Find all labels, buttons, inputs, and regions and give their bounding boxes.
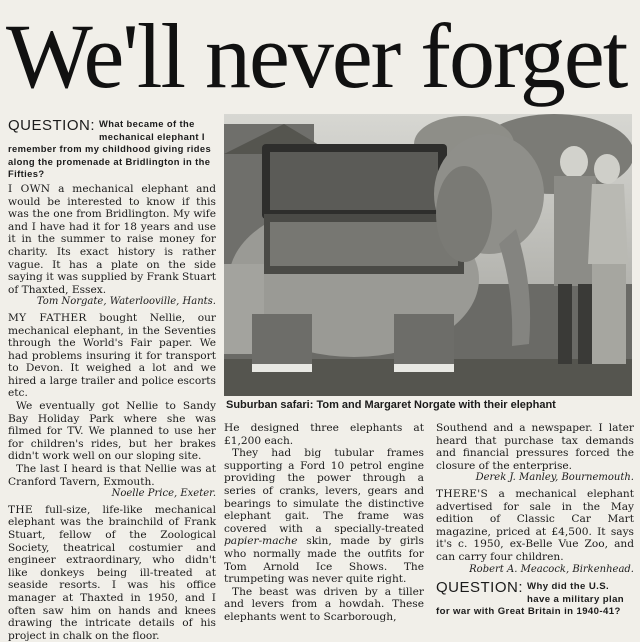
question-label: QUESTION: [8, 117, 96, 134]
letter-2-para-2: We eventually got Nellie to Sandy Bay Holiday Park where she was filmed for TV. We planned to use her for children's rides, but her brakes didn't work well on our sloping site. [8, 400, 216, 463]
letter-2-para-3: The last I heard is that Nellie was at Cranford Tavern, Exmouth. [8, 463, 216, 488]
elephant-photo-image [224, 114, 632, 396]
col3-letter-body: a mechanical elephant advertised for sale in the May edition of Classic Car Mart magazine, priced at £4,500. It says it's c. 1950, ex-Belle Vue Zoo, and can carry four children. [436, 487, 634, 563]
photo-caption: Suburban safari: Tom and Margaret Norgate with their elephant [226, 399, 556, 411]
column-middle [224, 422, 424, 624]
col3-signature-1: Derek J. Manley, Bournemouth. [475, 472, 634, 484]
column-right [436, 422, 634, 620]
headline: We'll never forget [6, 5, 627, 107]
col2-para-2-a: They had big tubular frames supporting a Ford 10 petrol engine providing the power through a series of cranks, levers, gears and bearings to simulate the distinctive elephant gait. The frame was covered with a specially-treated [224, 447, 424, 535]
elephant-photo [224, 114, 632, 396]
letter-3-lead: THE [8, 503, 33, 516]
question-2-text: Why did the U.S. have a military plan for war with Great Britain in 1940-41? [436, 581, 625, 618]
col2-para-2-em: papier-mache [224, 535, 298, 548]
column-left [8, 118, 216, 642]
col3-letter [436, 488, 634, 564]
letter-1-body: a mechanical elephant and would be interested to know if this was the one from Bridlington. My wife and I have had it for 18 years and use it in the summer to raise money for charity. Its exact history is rather vague. It has a plate on the side saying it was supplied by Frank Stuart of Thaxted, Essex. [8, 182, 216, 296]
letter-1-signature: Tom Norgate, Waterlooville, Hants. [36, 296, 216, 308]
col2-para-2-b: skin, made by girls who normally made the outfits for Tom Arnold Ice Shows. The trumpeting was never quite right. [224, 535, 424, 586]
letter-3 [8, 504, 216, 642]
letter-1 [8, 183, 216, 296]
letter-2 [8, 312, 216, 400]
col3-para-1: Southend and a newspaper. I later heard that purchase tax demands and financial pressures forced the closure of the enterprise. [436, 422, 634, 472]
col3-signature-2: Robert A. Meacock, Birkenhead. [469, 563, 634, 575]
question-block [8, 118, 216, 181]
question-text: What became of the mechanical elephant I remember from my childhood giving rides along the promenade at Bridlington in the Fifties? [8, 118, 212, 180]
letter-3-body: full-size, life-like mechanical elephant was the brainchild of Frank Stuart, fellow of the Zoological Society, theatrical costumier and engineer extraordinary, who didn't like donkeys being ill-treated at seaside resorts. I was his office manager at Thaxted in 1950, and I often saw him on hands and knees drawing the intricate details of his project in chalk on the floor. [8, 503, 216, 642]
col2-para-2 [224, 447, 424, 586]
col3-letter-lead: THERE'S [436, 487, 489, 500]
question-block-2 [436, 580, 634, 618]
letter-1-lead: I OWN [8, 182, 51, 195]
letter-2-body: bought Nellie, our mechanical elephant, in the Seventies through the World's Fair paper. We had problems insuring it for transport to Devon. It weighed a lot and we hired a large trailer and police escorts etc. [8, 311, 216, 400]
letter-2-signature: Noelle Price, Exeter. [111, 488, 216, 500]
col2-para-3: The beast was driven by a tiller and levers from a howdah. These elephants went to Scarborough, [224, 585, 424, 623]
col2-para-1: He designed three elephants at £1,200 each. [224, 422, 424, 447]
question-2-label: QUESTION: [436, 579, 524, 597]
letter-2-lead: MY FATHER [8, 311, 87, 324]
